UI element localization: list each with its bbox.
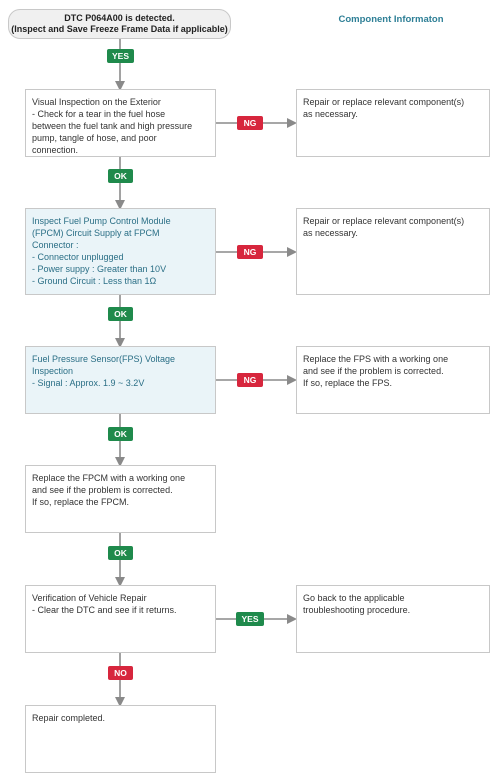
action-line: Go back to the applicable [303,593,405,603]
step-line: - Clear the DTC and see if it returns. [32,605,177,615]
ok-badge: OK [108,307,133,321]
ok-badge: OK [108,546,133,560]
step-line: Inspection [32,366,74,376]
ok-badge: OK [108,169,133,183]
step-line: Replace the FPCM with a working one [32,473,186,483]
step-line: pump, tangle of hose, and poor [32,133,157,143]
step-line: Verification of Vehicle Repair [32,593,147,603]
action-go-back-troubleshooting [296,585,490,653]
action-line: and see if the problem is corrected. [303,366,444,376]
action-repair-component [296,208,490,295]
step-line: between the fuel tank and high pressure [32,121,193,131]
step-line: - Power suppy : Greater than 10V [32,264,167,274]
step-line: connection. [32,145,79,155]
action-line: as necessary. [303,228,358,238]
step-visual-inspection [25,89,216,157]
action-line: Repair or replace relevant component(s) [303,216,465,226]
yes-badge: YES [107,49,134,63]
step-replace-fpcm [25,465,216,533]
no-badge: NO [108,666,133,680]
action-line: as necessary. [303,109,358,119]
step-line: - Signal : Approx. 1.9 ~ 3.2V [32,378,145,388]
step-line: - Connector unplugged [32,252,124,262]
step-line: Fuel Pressure Sensor(FPS) Voltage [32,354,176,364]
ng-badge: NG [237,245,263,259]
step-line: Repair completed. [32,713,106,723]
ng-badge: NG [237,373,263,387]
step-repair-completed [25,705,216,773]
component-information-link[interactable]: Component Informaton [338,14,444,25]
step-fpcm-circuit-supply [25,208,216,295]
action-line: Repair or replace relevant component(s) [303,97,465,107]
step-verification-of-repair [25,585,216,653]
start-line-1: DTC P064A00 is detected. [64,13,175,23]
step-line: (FPCM) Circuit Supply at FPCM [32,228,160,238]
step-line: Visual Inspection on the Exterior [32,97,161,107]
action-repair-component [296,89,490,157]
action-line: troubleshooting procedure. [303,605,411,615]
action-line: Replace the FPS with a working one [303,354,449,364]
step-line: - Ground Circuit : Less than 1Ω [32,276,157,286]
start-node [8,9,231,39]
action-line: If so, replace the FPS. [303,378,393,388]
action-replace-fps [296,346,490,414]
step-line: and see if the problem is corrected. [32,485,173,495]
step-line: Inspect Fuel Pump Control Module [32,216,171,226]
ok-badge: OK [108,427,133,441]
step-line: Connector : [32,240,79,250]
start-line-2: (Inspect and Save Freeze Frame Data if applicable) [11,24,228,34]
ng-badge: NG [237,116,263,130]
step-line: If so, replace the FPCM. [32,497,130,507]
yes-badge: YES [236,612,264,626]
step-line: - Check for a tear in the fuel hose [32,109,166,119]
step-fps-voltage-inspection [25,346,216,414]
